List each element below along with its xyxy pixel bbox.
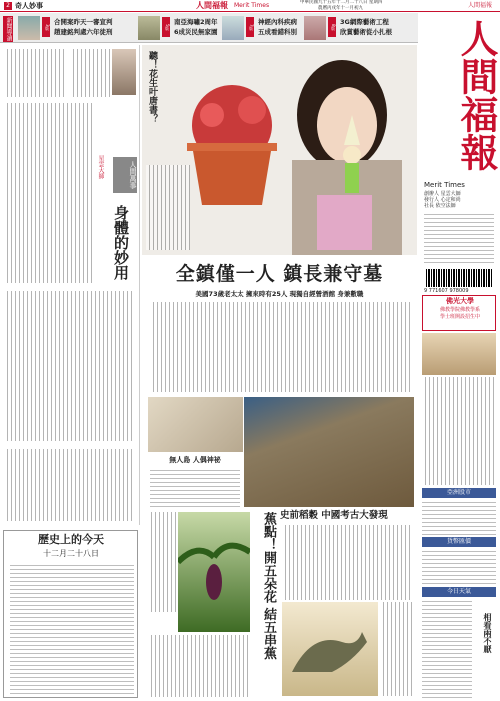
index-text-1: 合開案昨天一審宣判 [54,18,113,26]
corner-tag: 人間福報 [468,2,493,9]
index-text-1: 神經內科疾病 [258,18,297,26]
weather-table [422,598,472,698]
essay-author: 星雲大師 [97,155,104,179]
index-text-2: 五成看錯科別 [258,28,297,36]
index-text-1: 3G網際藝術工程 [340,18,389,26]
story3-body [282,525,412,600]
header-bar [0,0,500,12]
story2-label: 無人島 人偶神祕 [169,456,221,464]
left-sidebar [0,45,140,525]
index-photo [222,16,244,40]
index-label: 新聞導讀 [5,17,12,41]
ad-vertical-text [422,377,496,485]
index-text-1: 南亞海嘯2周年 [174,18,218,26]
lunar-line: 農曆丙戌年十一月初九 [318,6,363,11]
info-line-2: 發行人 心定和尚 [424,197,461,203]
info-line-1: 創辦人 星雲大師 [424,191,461,197]
today-list [10,562,134,694]
page-number-badge: 2 [4,2,12,10]
masthead-en: Merit Times [424,181,465,189]
sidebar-portrait [112,49,136,95]
date-line: 中華民國九十五年十二月二十八日 星期四 [300,0,383,5]
index-photo [18,16,40,40]
story3-headline: 史前稻穀 中國考古大發現 [280,510,388,521]
index-item-4 [304,16,416,40]
main-headline: 全鎮僅一人 鎮長兼守墓 [175,263,384,285]
story2-photo-1 [148,397,243,452]
story2-caption [150,467,240,507]
calligraphy: 相看兩不厭 [483,613,493,653]
essay-body [4,291,134,441]
section-title: 奇人妙事 [15,2,43,10]
story2-photo-2 [244,397,414,507]
feature-photo [142,45,417,255]
index-photo [304,16,326,40]
sidebar-text-block [70,49,110,97]
masthead-vertical: 人間福報 [454,19,499,171]
news-index [0,13,418,43]
index-page-badge: 8版 [328,17,336,37]
story3-photo [282,602,378,696]
story4-body-2 [148,635,250,697]
index-page-badge: 7版 [246,17,254,37]
index-text-2: 欣賞藝術從小扎根 [340,28,392,36]
today-date: 十二月二十八日 [43,549,99,558]
story3-side [380,602,414,696]
weather-title: 今日天氣 [422,587,496,597]
main-story-body [150,302,412,392]
header-logo-en: Merit Times [234,2,270,9]
ad-image [422,333,496,375]
sidebar-text-block [4,49,64,97]
dinosaur-illustration [282,602,378,696]
barcode-number: 9 771607 978009 [424,288,469,294]
index-item-2 [138,16,234,40]
photo-caption-text [146,165,190,250]
essay-title: 身體的妙用 [112,205,130,280]
ad-line-2: 學士班開設招生中 [439,314,480,320]
info-block [424,211,494,266]
ad-block [422,295,496,331]
photo-caption: 聽！花生叶唐書？ [147,51,157,123]
stocks-title: 亞洲股市 [422,488,496,498]
today-in-history [3,530,138,698]
stocks-table [422,499,496,535]
index-item-1 [18,16,114,40]
main-subhead: 美國73歲老太太 擁來時有25人 現獨自經營酒館 身兼數職 [195,290,364,298]
essay-body [4,449,134,521]
ad-title: 佛光大學 [446,297,474,305]
header-logo: 人間福報 [196,0,228,10]
column-label: 人間萬事 [113,157,137,193]
banana-flower-illustration [178,512,250,632]
story4-body [148,512,176,612]
today-title: 歷史上的今天 [38,533,104,546]
info-line-3: 社長 依空法師 [424,203,456,209]
fx-title: 貨幣匯價 [422,537,496,547]
right-column [420,13,498,699]
essay-body [4,103,92,283]
fx-table [422,548,496,584]
ad-line-1: 佛教學院佛教學系 [439,307,480,313]
index-photo [138,16,160,40]
index-page-badge: 3版 [42,17,50,37]
index-text-2: 趙建銘判處六年徒刑 [54,28,113,36]
index-text-2: 6成災民無家園 [174,28,218,36]
story4-photo [178,512,250,632]
story4-headline: 蕉點！開五朵花 結五串蕉 [261,512,276,660]
barcode [426,269,492,287]
index-page-badge: 5版 [162,17,170,37]
